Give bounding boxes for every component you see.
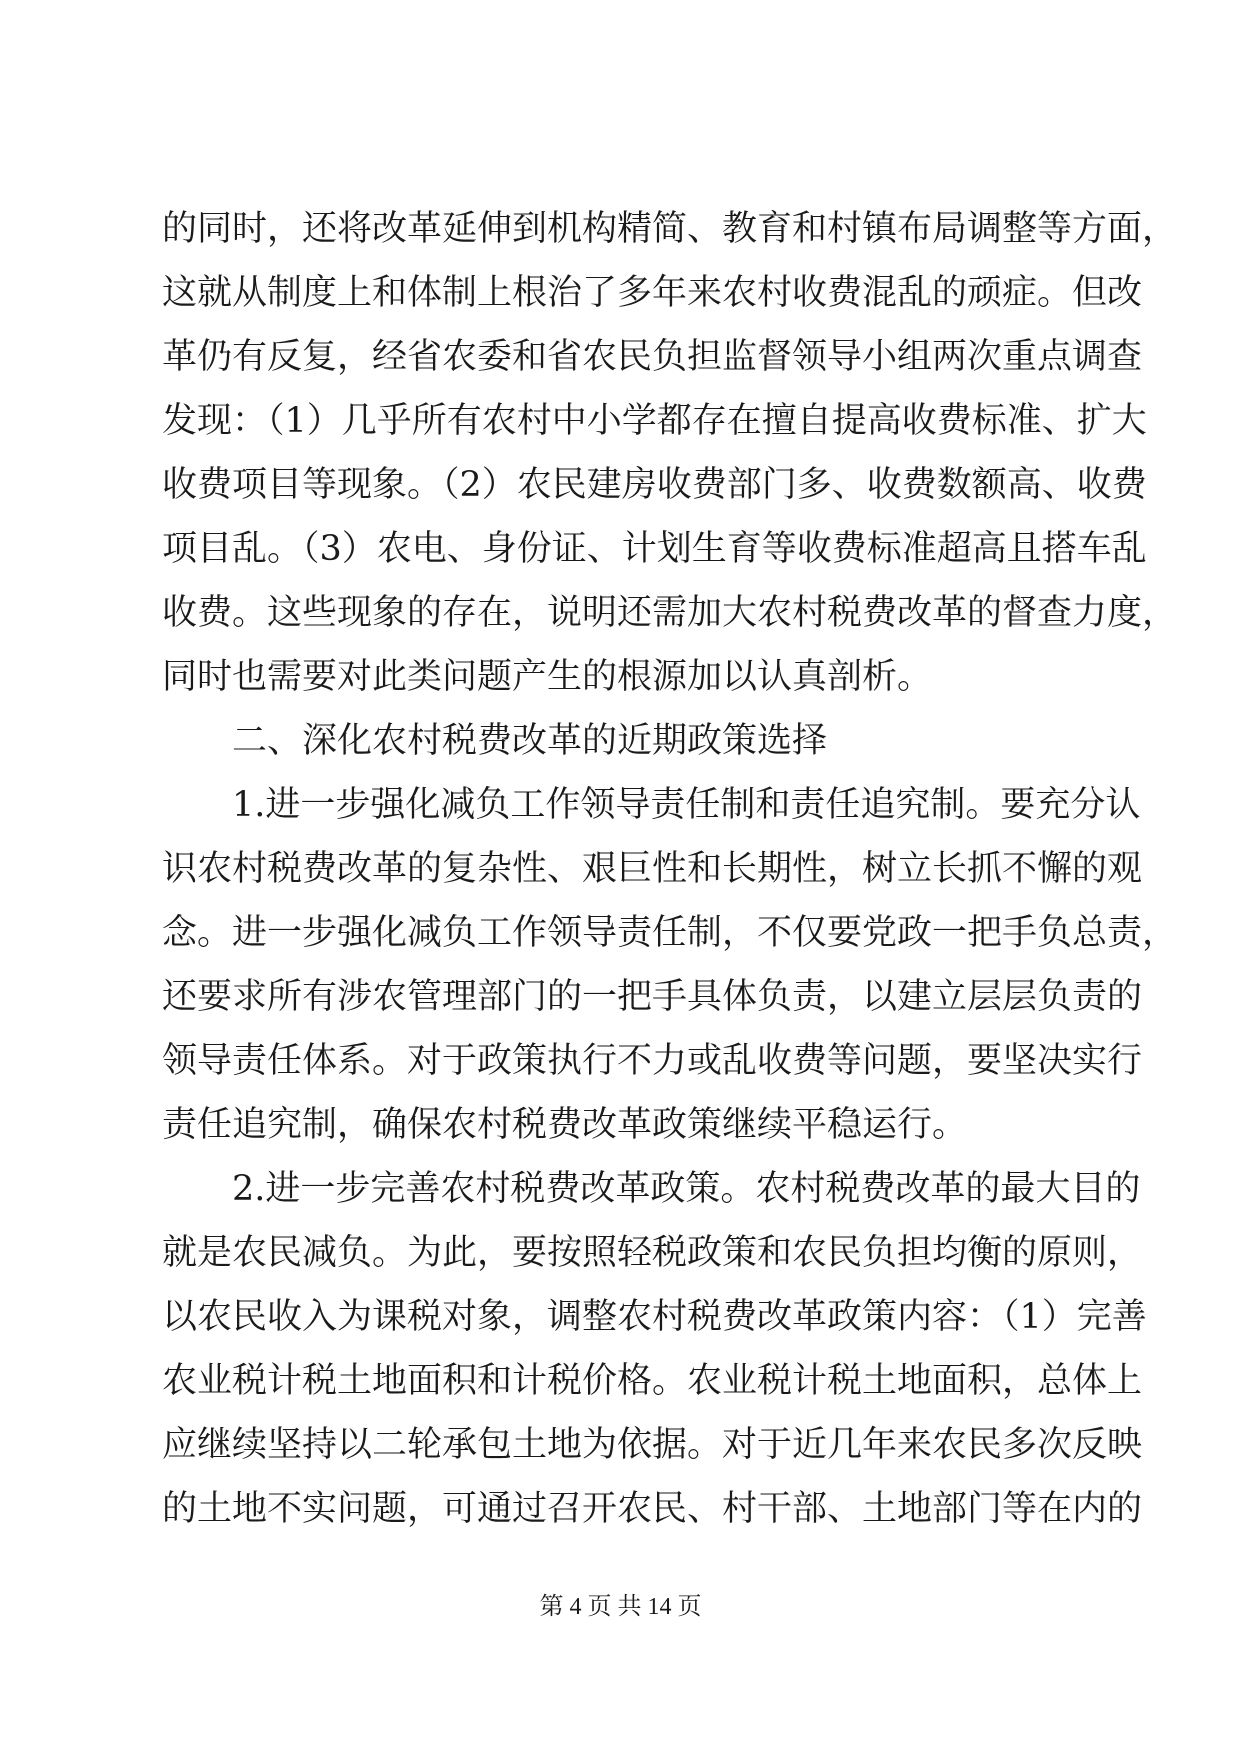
text-line: 的同时，还将改革延伸到机构精简、教育和村镇布局调整等方面， xyxy=(162,209,1178,249)
text-line: 2.进一步完善农村税费改革政策。农村税费改革的最大目的 xyxy=(232,1169,1141,1209)
text-line: 应继续坚持以二轮承包土地为依据。对于近几年来农民多次反映 xyxy=(162,1425,1143,1465)
text-line: 农业税计税土地面积和计税价格。农业税计税土地面积，总体上 xyxy=(162,1361,1143,1401)
text-line: 收费。这些现象的存在，说明还需加大农村税费改革的督查力度， xyxy=(162,593,1178,633)
text-line: 领导责任体系。对于政策执行不力或乱收费等问题，要坚决实行 xyxy=(162,1041,1143,1081)
text-line: 还要求所有涉农管理部门的一把手具体负责，以建立层层负责的 xyxy=(162,977,1143,1017)
text-line: 1.进一步强化减负工作领导责任制和责任追究制。要充分认 xyxy=(232,785,1141,825)
text-line: 就是农民减负。为此，要按照轻税政策和农民负担均衡的原则， xyxy=(162,1233,1143,1273)
text-line: 发现：（1）几乎所有农村中小学都存在擅自提高收费标准、扩大 xyxy=(162,401,1147,441)
text-line: 识农村税费改革的复杂性、艰巨性和长期性，树立长抓不懈的观 xyxy=(162,849,1143,889)
page-number-footer: 第 4 页 共 14 页 xyxy=(539,1594,702,1620)
section-heading: 二、深化农村税费改革的近期政策选择 xyxy=(232,721,828,761)
text-line: 以农民收入为课税对象，调整农村税费改革政策内容：（1）完善 xyxy=(162,1297,1147,1337)
text-line: 项目乱。（3）农电、身份证、计划生育等收费标准超高且搭车乱 xyxy=(162,529,1147,569)
text-line: 念。进一步强化减负工作领导责任制，不仅要党政一把手负总责， xyxy=(162,913,1178,953)
text-line: 责任追究制，确保农村税费改革政策继续平稳运行。 xyxy=(162,1105,968,1145)
text-line: 收费项目等现象。（2）农民建房收费部门多、收费数额高、收费 xyxy=(162,465,1147,505)
text-line: 同时也需要对此类问题产生的根源加以认真剖析。 xyxy=(162,657,933,697)
text-line: 的土地不实问题，可通过召开农民、村干部、土地部门等在内的 xyxy=(162,1489,1143,1529)
text-line: 革仍有反复，经省农委和省农民负担监督领导小组两次重点调查 xyxy=(162,337,1143,377)
body-text xyxy=(162,197,1178,1541)
text-line: 这就从制度上和体制上根治了多年来农村收费混乱的顽症。但改 xyxy=(162,273,1143,313)
